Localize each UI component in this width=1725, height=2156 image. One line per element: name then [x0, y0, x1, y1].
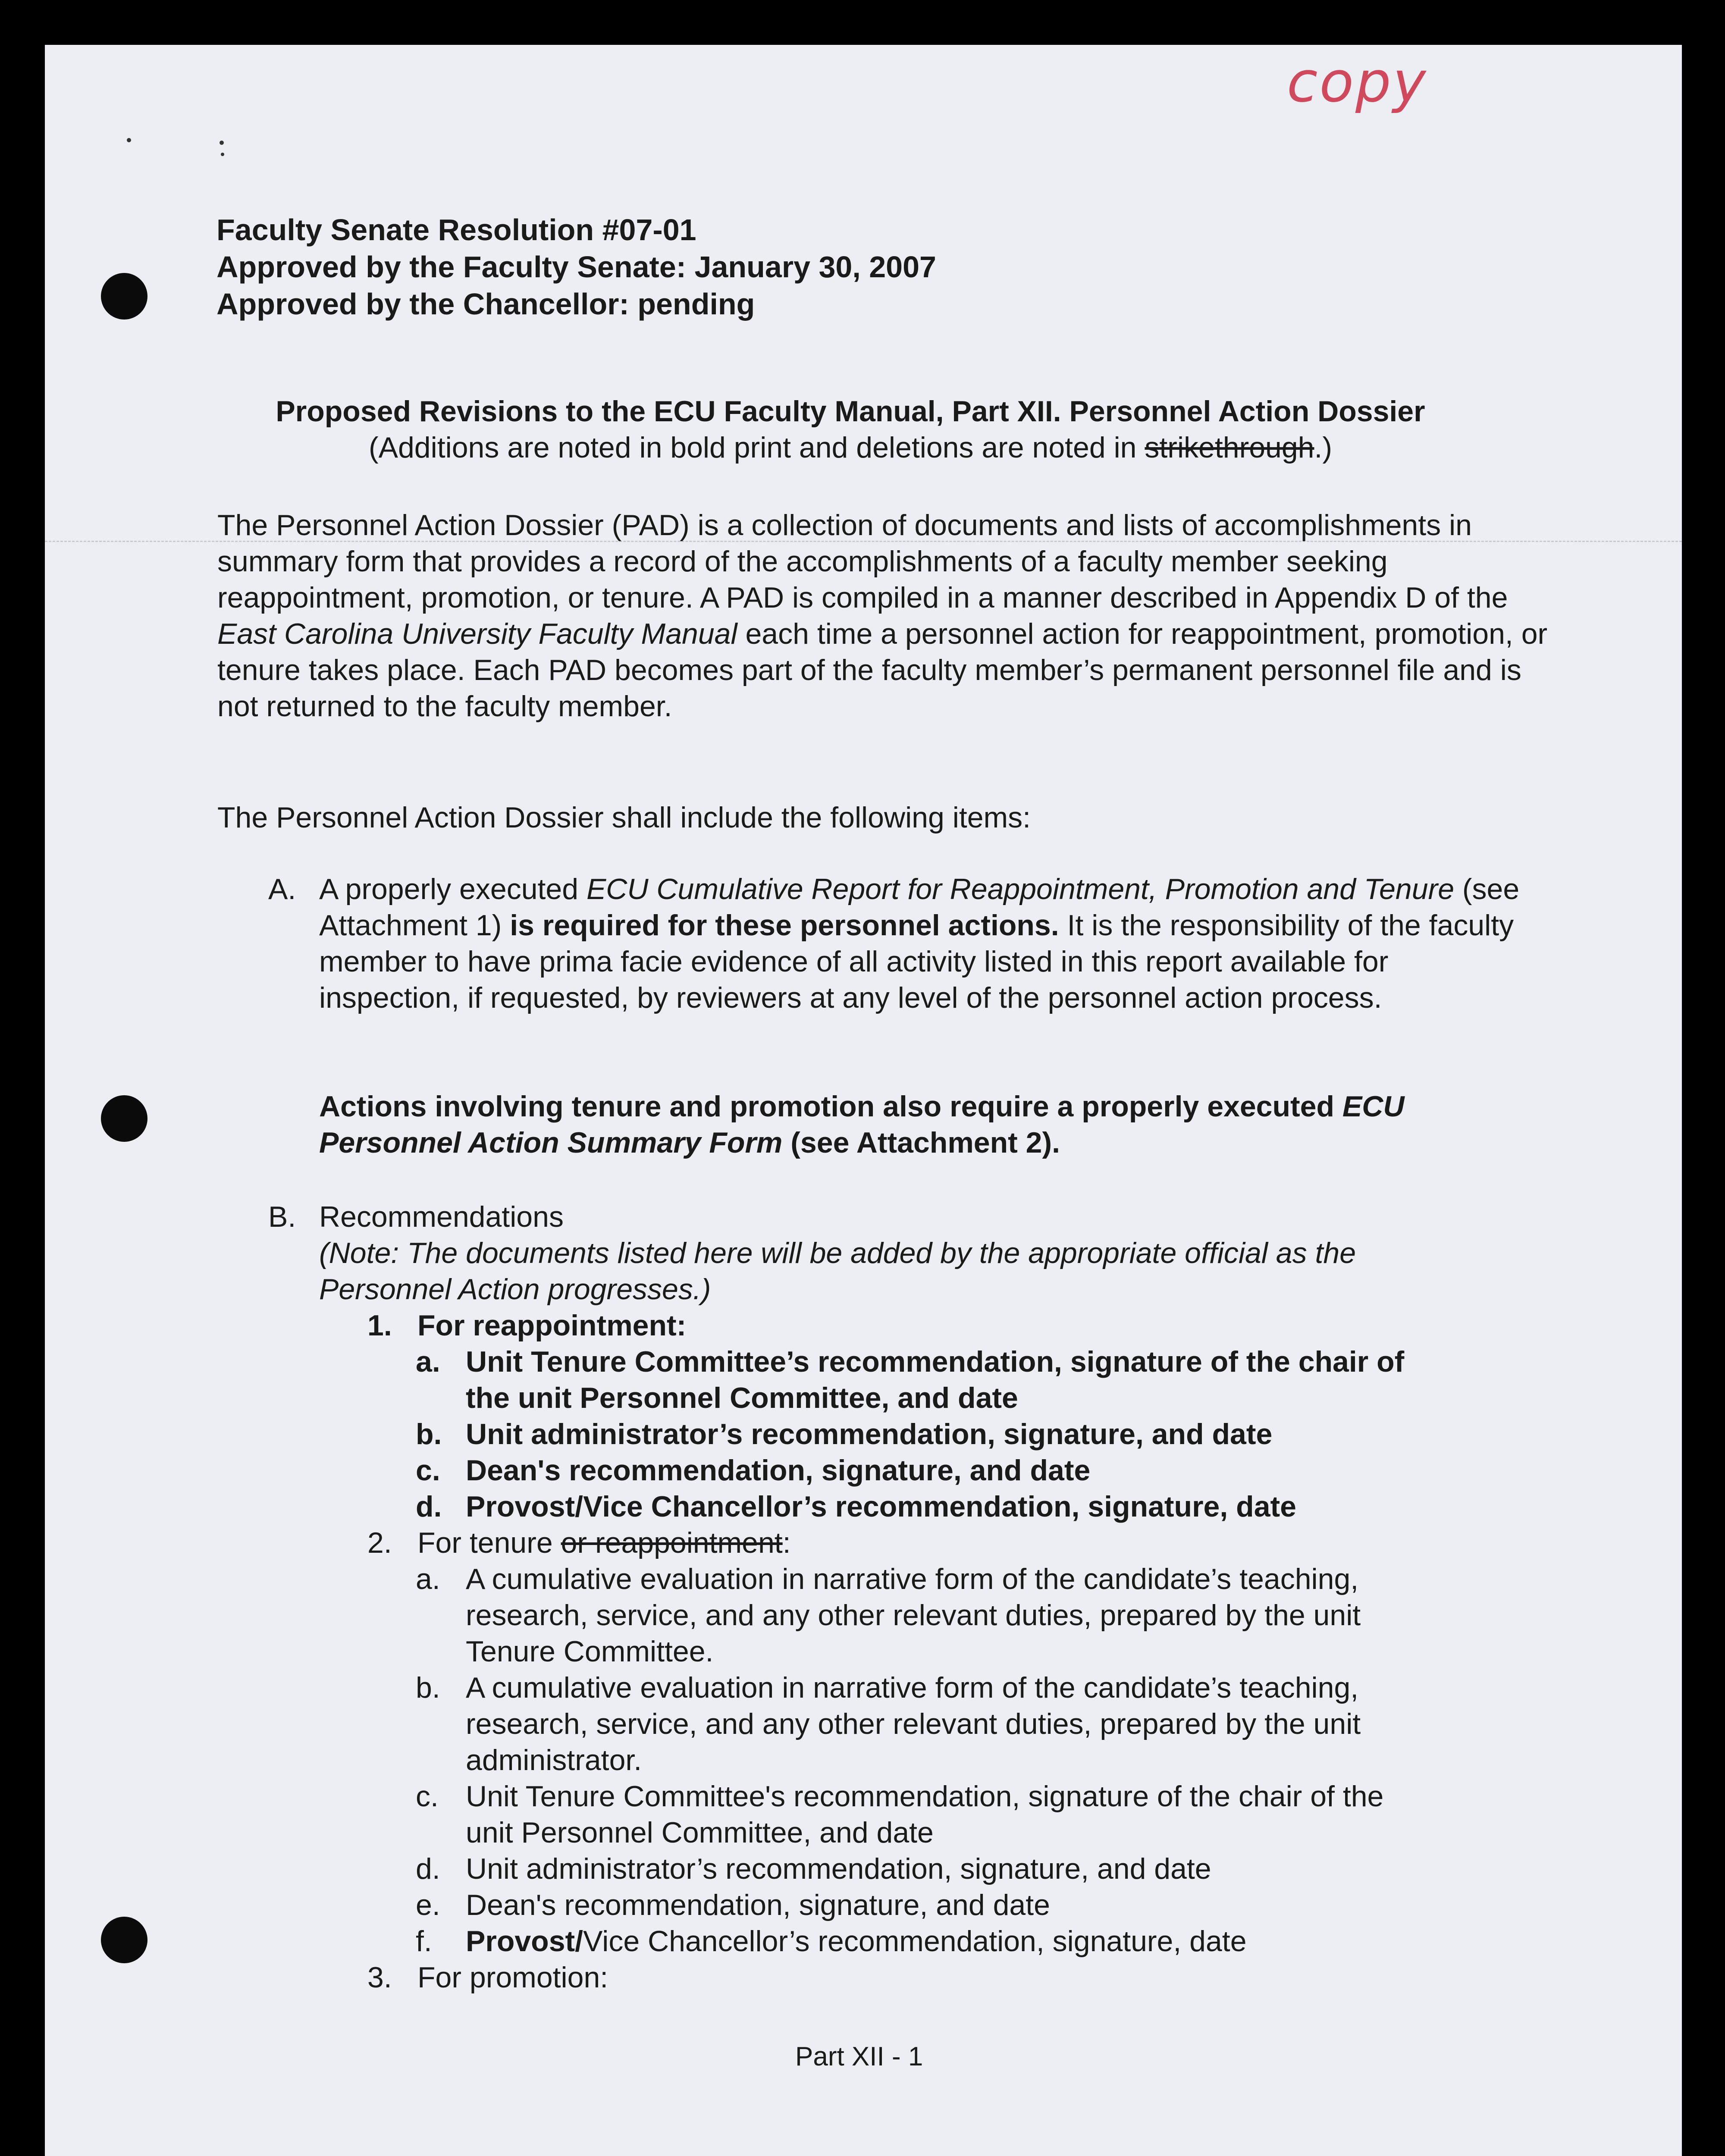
sub3-marker: 3.	[367, 1961, 392, 1994]
page-footer: Part XII - 1	[795, 2042, 923, 2071]
document-title-block	[45, 393, 1682, 466]
sub2-item-text: Provost/Vice Chancellor’s recommendation, signature, date	[466, 1925, 1247, 1958]
sub1-item-marker: d.	[416, 1490, 442, 1523]
sub1-item-text: Unit Tenure Committee’s recommendation, signature of the chair of	[466, 1345, 1405, 1378]
sub1-item-marker: a.	[416, 1345, 440, 1378]
resolution-number: Faculty Senate Resolution #07-01	[216, 213, 696, 247]
sub2-item-text: A cumulative evaluation in narrative form of the candidate’s teaching,	[466, 1671, 1359, 1704]
sub1-label: For reappointment:	[417, 1309, 687, 1342]
sub1-item-marker: b.	[416, 1418, 442, 1451]
sub2-item-marker: b.	[416, 1671, 440, 1704]
sub2-item-text: Unit Tenure Committee's recommendation, signature of the chair of the	[466, 1780, 1384, 1813]
item-b-note: Personnel Action progresses.)	[319, 1273, 711, 1306]
sub2-item-text: Tenure Committee.	[466, 1635, 714, 1668]
sub3-label: For promotion:	[417, 1961, 608, 1994]
item-b-marker: B.	[268, 1200, 296, 1233]
senate-approval: Approved by the Faculty Senate: January 30, 2007	[216, 250, 936, 284]
sub2-item-text: research, service, and any other relevant duties, prepared by the unit	[466, 1599, 1361, 1632]
sub2-marker: 2.	[367, 1526, 392, 1559]
sub2-item-text: Unit administrator’s recommendation, signature, and date	[466, 1852, 1211, 1885]
punch-hole	[101, 1095, 147, 1142]
punch-hole	[101, 1917, 147, 1963]
sub2-item-text: Dean's recommendation, signature, and date	[466, 1889, 1050, 1921]
document-title: Proposed Revisions to the ECU Faculty Manual, Part XII. Personnel Action Dossier	[276, 395, 1425, 428]
document-subtitle: (Additions are noted in bold print and deletions are noted in strikethrough.)	[368, 431, 1333, 464]
sub1-item-marker: c.	[416, 1454, 440, 1487]
sub1-marker: 1.	[367, 1309, 392, 1342]
document-page	[45, 45, 1682, 2156]
sub2-item-marker: c.	[416, 1780, 439, 1813]
chancellor-approval: Approved by the Chancellor: pending	[216, 287, 755, 321]
sub1-item-text: the unit Personnel Committee, and date	[466, 1382, 1018, 1414]
sub2-item-text: administrator.	[466, 1744, 642, 1777]
intro-paragraph: The Personnel Action Dossier (PAD) is a collection of documents and lists of accomplishments in summary form that provides a record of the accomplishments of a faculty member seeking reappointment, promotion, or tenure. A PAD is compiled in a manner described in Appendix D of the East Carolina University Faculty Manual each time a personnel action for reappointment, promotion, or tenure takes place. Each PAD becomes part of the faculty member’s permanent personnel file and is not returned to the faculty member.	[217, 509, 1548, 723]
sub2-item-text: research, service, and any other relevant duties, prepared by the unit	[466, 1708, 1361, 1740]
item-a-marker: A.	[268, 873, 296, 906]
sub2-item-marker: a.	[416, 1563, 440, 1595]
paper-speck	[220, 141, 224, 145]
sub2-item-marker: f.	[416, 1925, 432, 1958]
sub1-item-text: Provost/Vice Chancellor’s recommendation, signature, date	[466, 1490, 1296, 1523]
sub1-item-text: Dean's recommendation, signature, and date	[466, 1454, 1091, 1487]
paper-speck	[221, 153, 224, 156]
sub2-item-marker: e.	[416, 1889, 440, 1921]
sub2-item-marker: d.	[416, 1852, 440, 1885]
item-a-additional-requirement: Actions involving tenure and promotion also require a properly executed ECU Personnel Action Summary Form (see Attachment 2).	[319, 1090, 1405, 1159]
sub2-item-text: A cumulative evaluation in narrative form of the candidate’s teaching,	[466, 1563, 1359, 1595]
sub2-label: For tenure or reappointment:	[417, 1526, 791, 1559]
item-b-note: (Note: The documents listed here will be added by the appropriate official as the	[319, 1237, 1356, 1269]
sub2-item-text: unit Personnel Committee, and date	[466, 1816, 934, 1849]
punch-hole	[101, 273, 147, 320]
item-a-text: A properly executed ECU Cumulative Report for Reappointment, Promotion and Tenure (see Attachment 1) is required for these personnel actions. It is the responsibility of the faculty member to have prima facie evidence of all activity listed in this report available for inspection, if requested, by reviewers at any level of the personnel action process.	[319, 873, 1520, 1014]
handwritten-copy-mark: copy	[1287, 49, 1428, 115]
resolution-header	[216, 211, 936, 323]
sub1-item-text: Unit administrator’s recommendation, signature, and date	[466, 1418, 1273, 1451]
paper-speck	[127, 138, 131, 142]
intro-list-lead: The Personnel Action Dossier shall include the following items:	[217, 801, 1031, 834]
item-b-label: Recommendations	[319, 1200, 564, 1233]
